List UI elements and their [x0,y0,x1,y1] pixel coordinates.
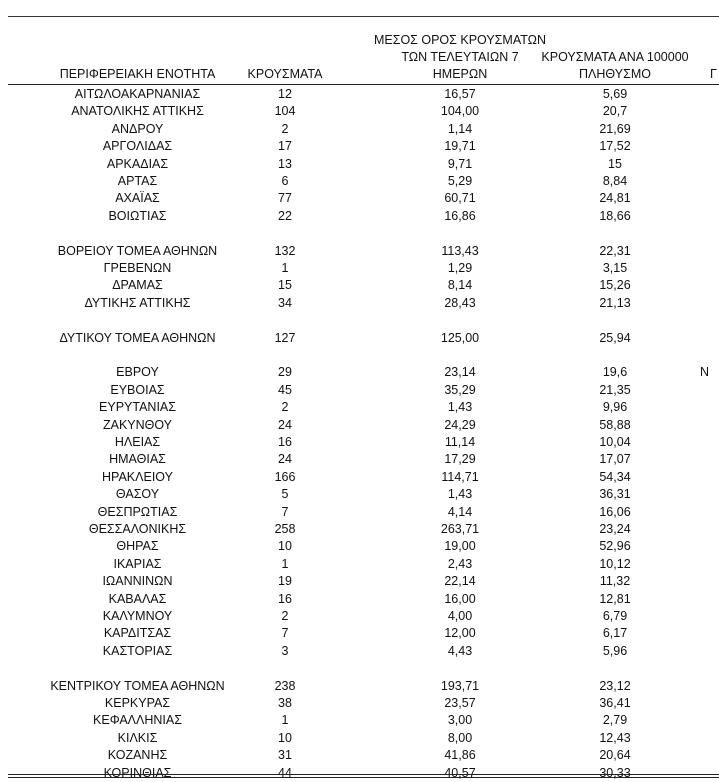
avg-cases-cell: 4,43 [447,643,473,658]
region-name-cell: ΚΟΡΙΝΘΙΑΣ [103,765,172,780]
cases-cell: 38 [278,696,292,710]
avg-cases-cell: 1,14 [447,121,473,136]
avg-cases-cell: 40,57 [444,765,476,780]
table-row-spacer [0,312,719,329]
avg-cases-cell: 4,14 [447,504,473,519]
per100k-cell: 24,81 [599,191,631,206]
cases-cell: 17 [278,139,292,154]
table-row [0,295,719,312]
region-name-cell: ΚΙΛΚΙΣ [117,730,158,745]
per100k-cell: 6,79 [602,609,628,623]
cases-cell: 2 [281,609,289,623]
avg-cases-cell: 8,00 [447,730,473,745]
table-top-border [8,16,719,17]
cases-cell: 24 [278,452,292,467]
avg-cases-cell: 125,00 [440,330,480,345]
table-row [0,730,719,747]
cases-cell: 238 [274,678,296,693]
avg-cases-cell: 17,29 [444,452,476,467]
region-name-cell: ΕΒΡΟΥ [116,365,159,380]
table-row [0,364,719,381]
table-row [0,695,719,712]
cases-cell: 34 [278,295,292,310]
region-name-cell: ΘΕΣΣΑΛΟΝΙΚΗΣ [88,522,187,536]
avg-cases-cell: 16,00 [444,591,476,606]
per100k-cell: 11,32 [599,574,631,589]
cases-cell: 7 [281,504,289,519]
table-row [0,382,719,399]
region-name-cell: ΑΡΓΟΛΙΔΑΣ [102,139,173,154]
header-per100k-line2: ΠΛΗΘΥΣΜΟ [579,67,651,81]
per100k-cell: 54,34 [599,469,631,484]
per100k-cell: 21,35 [599,382,631,397]
per100k-cell: 17,52 [599,139,631,154]
cases-cell: 1 [281,556,289,571]
cases-cell: 77 [278,191,292,206]
per100k-cell: 21,69 [599,121,631,136]
table-row [0,451,719,468]
table-row [0,573,719,590]
region-name-cell: ΚΕΝΤΡΙΚΟΥ ΤΟΜΕΑ ΑΘΗΝΩΝ [50,678,225,693]
header-cases: ΚΡΟΥΣΜΑΤΑ [247,67,323,81]
per100k-cell: 18,66 [599,208,631,223]
per100k-cell: 2,79 [602,713,628,728]
table-row [0,260,719,277]
cases-cell: 15 [278,278,292,293]
region-name-cell: ΑΡΚΑΔΙΑΣ [106,156,169,171]
per100k-cell: 10,04 [599,435,631,449]
table-row [0,86,719,103]
avg-cases-cell: 12,00 [444,626,476,641]
table-row [0,330,719,347]
avg-cases-cell: 22,14 [444,574,476,589]
region-name-cell: ΘΕΣΠΡΩΤΙΑΣ [97,504,178,519]
cases-cell: 132 [274,243,296,258]
cases-cell: 16 [278,435,292,449]
table-row [0,417,719,434]
per100k-cell: 23,12 [599,678,631,693]
cases-cell: 127 [274,330,296,345]
cases-cell: 45 [278,382,292,397]
avg-cases-cell: 23,14 [444,365,476,380]
table-row [0,208,719,225]
region-name-cell: ΘΗΡΑΣ [116,539,159,554]
region-name-cell: ΚΑΡΔΙΤΣΑΣ [103,626,172,641]
header-avg-line3: ΗΜΕΡΩΝ [432,67,488,81]
avg-cases-cell: 23,57 [444,696,476,710]
table-row [0,469,719,486]
per100k-cell: 15 [608,156,622,171]
avg-cases-cell: 104,00 [440,104,480,119]
per100k-cell: 12,81 [599,591,631,606]
cases-cell: 22 [278,208,292,223]
table-row [0,747,719,764]
table-row [0,538,719,555]
region-name-cell: ΚΑΒΑΛΑΣ [108,591,167,606]
per100k-cell: 12,43 [599,730,631,745]
table-row [0,643,719,660]
avg-cases-cell: 3,00 [447,713,473,728]
avg-cases-cell: 28,43 [444,295,476,310]
table-row [0,190,719,207]
region-name-cell: ΚΕΡΚΥΡΑΣ [104,696,171,710]
region-name-cell: ΙΚΑΡΙΑΣ [113,556,162,571]
region-name-cell: ΙΩΑΝΝΙΝΩΝ [102,574,173,589]
table-row [0,521,719,538]
per100k-cell: 6,17 [602,626,628,641]
cases-cell: 31 [278,748,292,763]
avg-cases-cell: 4,00 [447,609,473,623]
per100k-cell: 52,96 [599,539,631,554]
avg-cases-cell: 263,71 [440,522,480,536]
region-name-cell: ΑΝΑΤΟΛΙΚΗΣ ΑΤΤΙΚΗΣ [71,104,204,119]
per100k-cell: 3,15 [602,261,628,275]
table-row [0,504,719,521]
table-row [0,591,719,608]
avg-cases-cell: 11,14 [444,435,476,449]
table-row [0,156,719,173]
cases-cell: 24 [278,417,292,432]
cases-cell: 104 [274,104,296,119]
region-name-cell: ΒΟΡΕΙΟΥ ΤΟΜΕΑ ΑΘΗΝΩΝ [57,243,218,258]
table-row [0,625,719,642]
table-bottom-border [8,774,719,775]
region-name-cell: ΕΥΒΟΙΑΣ [110,382,165,397]
avg-cases-cell: 5,29 [447,174,473,188]
cases-cell: 2 [281,400,289,415]
region-name-cell: ΓΡΕΒΕΝΩΝ [103,261,172,275]
table-row [0,608,719,625]
table-row [0,103,719,120]
region-name-cell: ΖΑΚΥΝΘΟΥ [102,417,173,432]
extra-cell: Ν [700,365,710,380]
avg-cases-cell: 114,71 [441,469,479,484]
header-per100k-line1: ΚΡΟΥΣΜΑΤΑ ΑΝΑ 100000 [541,50,689,64]
region-name-cell: ΑΧΑΪΑΣ [115,191,160,206]
avg-cases-cell: 1,43 [447,487,473,502]
avg-cases-cell: 9,71 [447,156,473,171]
per100k-cell: 30,33 [599,765,631,780]
region-name-cell: ΚΑΣΤΟΡΙΑΣ [102,643,173,658]
region-name-cell: ΔΡΑΜΑΣ [112,278,163,293]
per100k-cell: 19,6 [602,365,628,380]
avg-cases-cell: 60,71 [444,191,476,206]
per100k-cell: 17,07 [599,452,631,467]
avg-cases-cell: 113,43 [441,243,479,258]
per100k-cell: 15,26 [599,278,631,293]
cases-cell: 1 [281,713,289,728]
table-row [0,434,719,451]
avg-cases-cell: 1,43 [447,400,473,415]
table-row [0,712,719,729]
cases-cell: 10 [278,539,292,554]
per100k-cell: 20,7 [602,104,628,119]
avg-cases-cell: 1,29 [447,261,473,275]
table-row [0,277,719,294]
cases-cell: 13 [278,156,292,171]
table-row [0,173,719,190]
per100k-cell: 25,94 [599,330,631,345]
cases-cell: 12 [278,87,292,101]
header-avg-line1: ΜΕΣΟΣ ΟΡΟΣ ΚΡΟΥΣΜΑΤΩΝ [373,33,547,47]
region-name-cell: ΗΜΑΘΙΑΣ [109,452,166,467]
cases-cell: 7 [281,626,289,641]
cases-cell: 19 [278,574,292,589]
avg-cases-cell: 24,29 [444,417,476,432]
avg-cases-cell: 16,57 [444,87,476,101]
region-name-cell: ΑΡΤΑΣ [117,174,158,188]
table-bottom-border-double [8,777,719,778]
table-row [0,486,719,503]
per100k-cell: 5,96 [602,643,628,658]
avg-cases-cell: 193,71 [440,678,480,693]
avg-cases-cell: 19,00 [444,539,476,554]
region-name-cell: ΔΥΤΙΚΗΣ ΑΤΤΙΚΗΣ [84,295,191,310]
region-name-cell: ΗΡΑΚΛΕΙΟΥ [102,469,173,484]
header-avg-line2: ΤΩΝ ΤΕΛΕΥΤΑΙΩΝ 7 [401,50,519,64]
cases-cell: 29 [278,365,292,380]
avg-cases-cell: 41,86 [444,748,476,763]
per100k-cell: 8,84 [602,174,628,188]
table-row [0,121,719,138]
cases-cell: 10 [278,730,292,745]
cases-cell: 2 [281,121,289,136]
region-name-cell: ΑΝΔΡΟΥ [111,121,164,136]
region-name-cell: ΔΥΤΙΚΟΥ ΤΟΜΕΑ ΑΘΗΝΩΝ [59,330,216,345]
avg-cases-cell: 2,43 [447,556,473,571]
avg-cases-cell: 16,86 [444,208,476,223]
per100k-cell: 22,31 [599,243,631,258]
cases-cell: 1 [281,261,289,275]
table-row [0,399,719,416]
per100k-cell: 36,41 [599,696,631,710]
avg-cases-cell: 8,14 [447,278,473,293]
per100k-cell: 23,24 [599,522,631,536]
table-row-spacer [0,347,719,364]
per100k-cell: 10,12 [599,556,631,571]
region-name-cell: ΘΑΣΟΥ [115,487,160,502]
cases-cell: 16 [278,591,292,606]
table-row-spacer [0,225,719,242]
cases-cell: 258 [274,522,296,536]
region-name-cell: ΚΑΛΥΜΝΟΥ [102,609,173,623]
per100k-cell: 58,88 [599,417,631,432]
region-name-cell: ΒΟΙΩΤΙΑΣ [108,208,167,223]
header-extra-cut: Γ [710,67,717,81]
table-row-spacer [0,660,719,677]
header-region: ΠΕΡΙΦΕΡΕΙΑΚΗ ΕΝΟΤΗΤΑ [59,67,216,81]
region-name-cell: ΚΟΖΑΝΗΣ [107,748,168,763]
table-row [0,138,719,155]
per100k-cell: 20,64 [599,748,631,763]
cases-cell: 44 [278,765,292,780]
cases-cell: 3 [281,643,289,658]
region-name-cell: ΕΥΡΥΤΑΝΙΑΣ [99,400,176,415]
region-name-cell: ΑΙΤΩΛΟΑΚΑΡΝΑΝΙΑΣ [74,87,201,101]
avg-cases-cell: 35,29 [444,382,476,397]
cases-cell: 6 [281,174,289,188]
avg-cases-cell: 19,71 [444,139,476,154]
table-row [0,243,719,260]
header-border [8,84,719,85]
per100k-cell: 36,31 [599,487,631,502]
per100k-cell: 21,13 [599,295,631,310]
per100k-cell: 16,06 [599,504,631,519]
table-row [0,678,719,695]
per100k-cell: 9,96 [602,400,628,415]
per100k-cell: 5,69 [602,87,628,101]
region-name-cell: ΗΛΕΙΑΣ [114,435,161,449]
cases-cell: 166 [274,469,296,484]
region-name-cell: ΚΕΦΑΛΛΗΝΙΑΣ [93,713,182,728]
cases-cell: 5 [281,487,289,502]
table-row [0,556,719,573]
